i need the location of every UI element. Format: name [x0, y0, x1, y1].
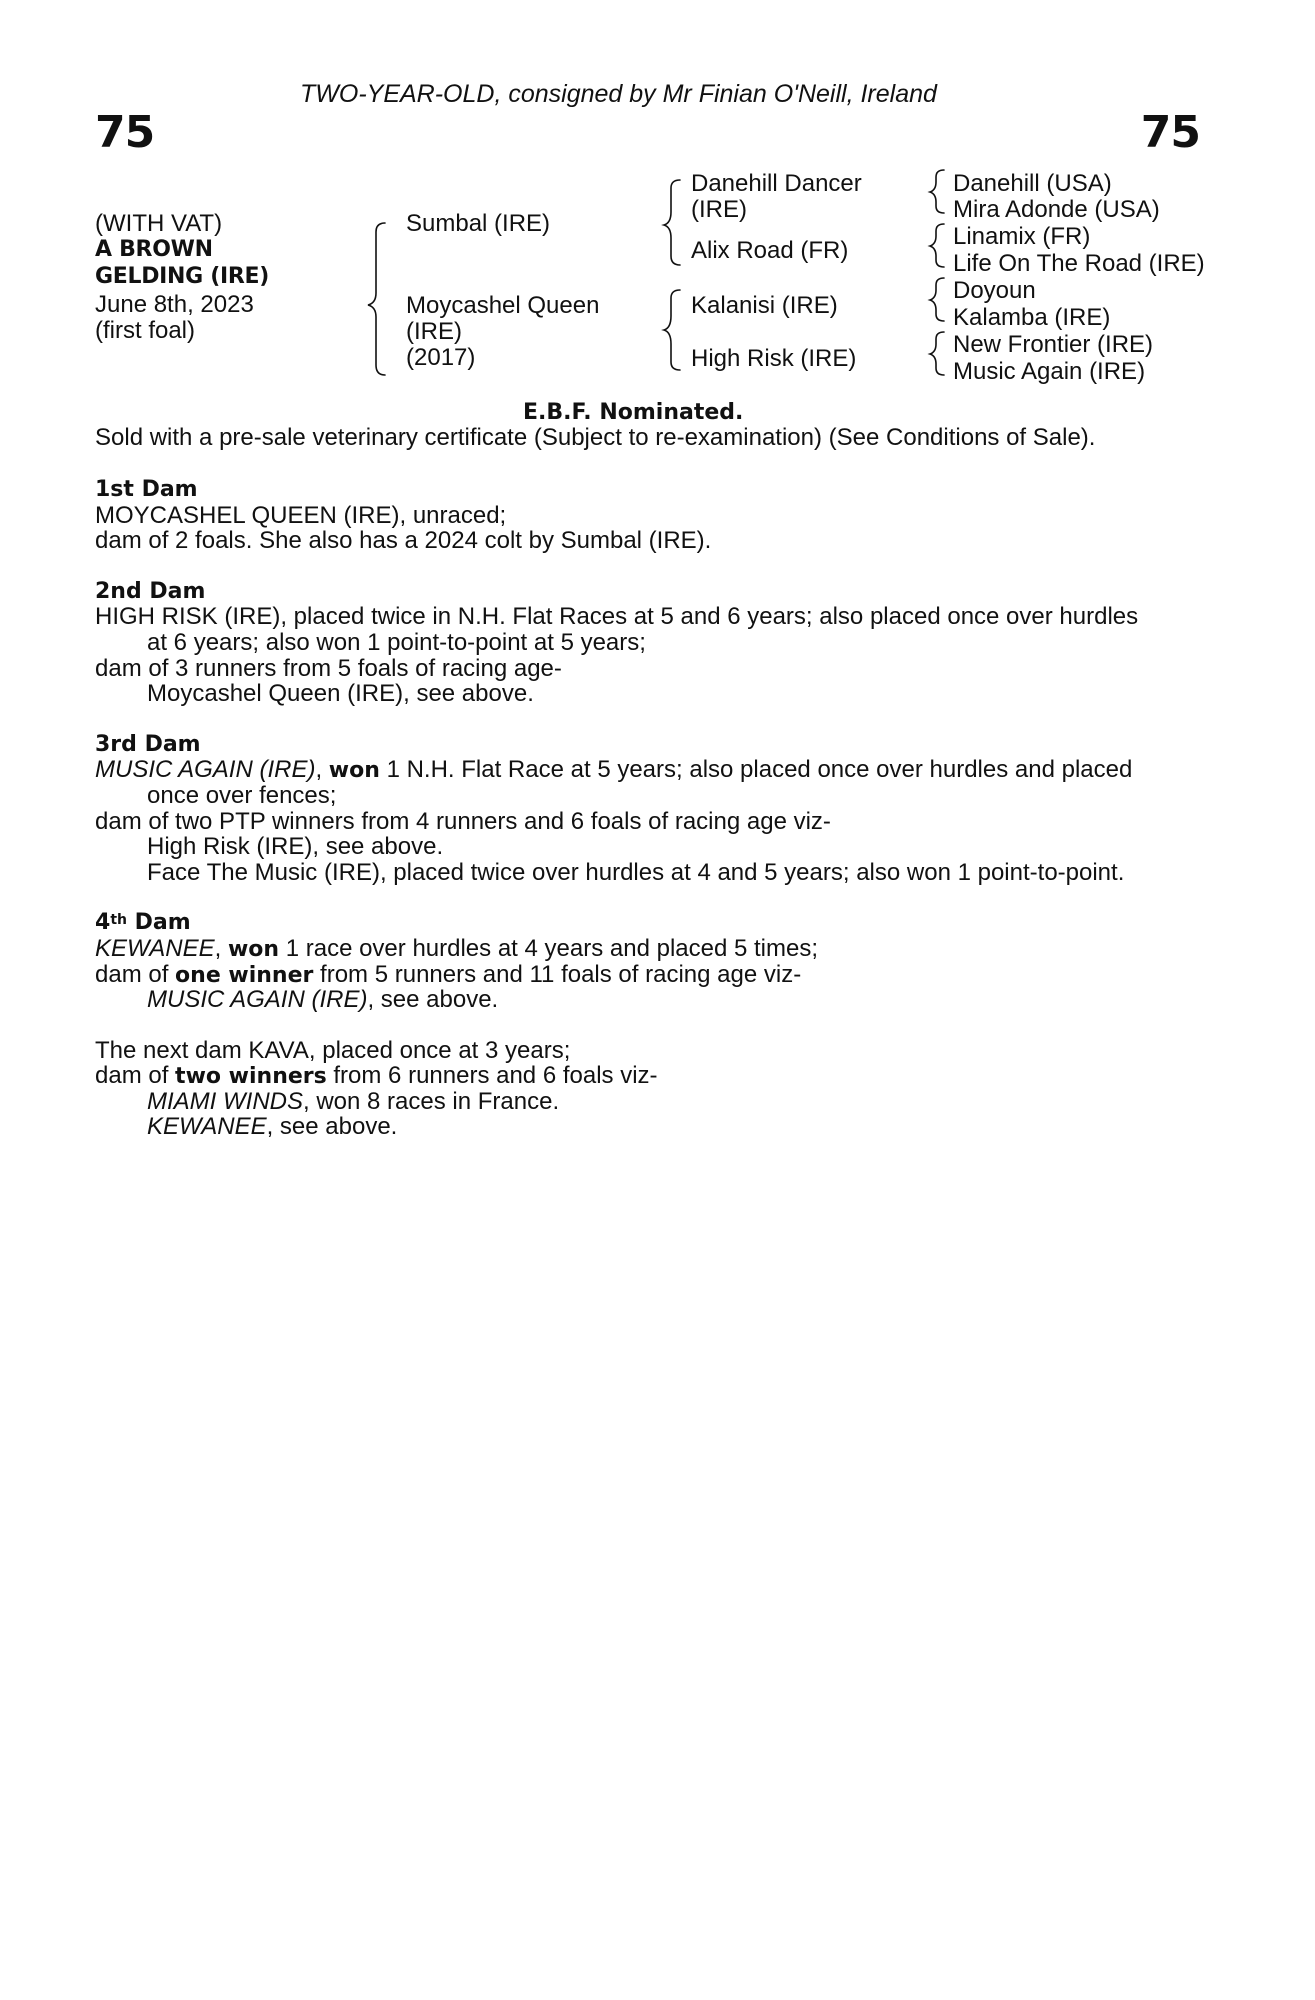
progeny-name: MIAMI WINDS — [147, 1087, 303, 1115]
lot-number-right: 75 — [1140, 107, 1200, 158]
brace-gen2-sire — [664, 180, 680, 265]
heading-word: Dam — [126, 910, 191, 936]
won-label: won — [328, 758, 380, 784]
gen3-ssd: Mira Adonde (USA) — [953, 196, 1160, 223]
record-line: Face The Music (IRE), placed twice over hurdles at 4 and 5 years; also won 1 point-to-point. — [147, 858, 1125, 886]
gen3-ddd: Music Again (IRE) — [953, 358, 1146, 385]
dam-name: KEWANEE — [95, 934, 215, 962]
record-text: , see above. — [266, 1113, 398, 1141]
record-text: dam of — [95, 960, 176, 988]
first-dam-section — [95, 477, 1235, 554]
foaling-date: June 8th, 2023 — [95, 291, 254, 318]
gen3-sdd: Life On The Road (IRE) — [953, 250, 1205, 277]
vet-certificate-note: Sold with a pre-sale veterinary certificate (Subject to re-examination) (See Conditions of Sale). — [95, 424, 1096, 451]
record-line — [95, 987, 1235, 1013]
section-heading — [95, 910, 1235, 936]
section-heading: 2nd Dam — [95, 578, 206, 604]
record-line: High Risk (IRE), see above. — [147, 833, 444, 861]
sires-dam: Alix Road (FR) — [691, 237, 849, 264]
sires-sire-line1: Danehill Dancer — [691, 170, 862, 197]
produce-record — [95, 477, 1235, 1165]
dam-name: MUSIC AGAIN (IRE) — [95, 756, 316, 784]
gen3-dss: Doyoun — [953, 277, 1036, 304]
brace-ds — [930, 278, 944, 321]
record-line: dam of two PTP winners from 4 runners and 6 foals of racing age viz- — [95, 807, 831, 835]
winners-count: two winners — [175, 1064, 327, 1090]
vat-note: (WITH VAT) — [95, 210, 223, 237]
gen3-sss: Danehill (USA) — [953, 170, 1112, 197]
third-dam-section — [95, 732, 1235, 886]
dams-sire: Kalanisi (IRE) — [691, 292, 838, 319]
lot-number-left: 75 — [95, 107, 155, 158]
record-line — [95, 1089, 1235, 1115]
sires-sire-line2: (IRE) — [691, 196, 747, 223]
gen3-dsd: Kalamba (IRE) — [953, 304, 1111, 331]
second-dam-section — [95, 579, 1235, 707]
record-text: , see above. — [367, 986, 499, 1014]
record-text: from 6 runners and 6 foals viz- — [326, 1062, 658, 1090]
record-text: 1 N.H. Flat Race at 5 years; also placed once over hurdles and placed — [379, 756, 1133, 784]
heading-ordinal: th — [110, 912, 127, 929]
won-label: won — [227, 936, 280, 962]
sire-name: Sumbal (IRE) — [406, 210, 551, 237]
record-text: 1 race over hurdles at 4 years and placed 5 times; — [279, 934, 819, 962]
horse-description-line1: A BROWN — [95, 237, 213, 262]
brace-gen2-dam — [664, 290, 680, 370]
catalogue-header: TWO-YEAR-OLD, consigned by Mr Finian O'Neill, Ireland — [300, 80, 937, 108]
record-line — [95, 962, 1235, 988]
dam-name-line2: (IRE) — [406, 318, 462, 345]
brace-dd — [930, 332, 944, 375]
record-line: dam of 3 runners from 5 foals of racing age- — [95, 654, 562, 682]
progeny-name: MUSIC AGAIN (IRE) — [147, 986, 368, 1014]
record-text: dam of — [95, 1062, 176, 1090]
record-line — [95, 1063, 1235, 1089]
brace-sd — [930, 224, 944, 267]
fourth-dam-section — [95, 910, 1235, 1012]
brace-gen1 — [368, 223, 385, 375]
record-text: from 5 runners and 11 foals of racing age viz- — [313, 960, 802, 988]
progeny-name: KEWANEE — [147, 1113, 267, 1141]
record-line: at 6 years; also won 1 point-to-point at 5 years; — [147, 628, 646, 656]
next-dam-section — [95, 1038, 1235, 1140]
dam-name-line1: Moycashel Queen — [406, 292, 600, 319]
dam-foaling-year: (2017) — [406, 344, 476, 371]
dams-dam: High Risk (IRE) — [691, 345, 857, 372]
separator: , — [315, 756, 329, 784]
ebf-nominated: E.B.F. Nominated. — [523, 400, 744, 425]
record-line — [95, 936, 1235, 962]
record-line: Moycashel Queen (IRE), see above. — [147, 680, 534, 708]
record-line: MOYCASHEL QUEEN (IRE), unraced; — [95, 501, 507, 529]
foal-note: (first foal) — [95, 317, 196, 344]
record-line — [95, 757, 1235, 783]
brace-ss — [930, 170, 944, 213]
gen3-dds: New Frontier (IRE) — [953, 331, 1154, 358]
separator: , — [214, 934, 228, 962]
section-heading: 3rd Dam — [95, 731, 201, 757]
record-line: The next dam KAVA, placed once at 3 years; — [95, 1036, 571, 1064]
horse-description-line2: GELDING (IRE) — [95, 264, 270, 289]
record-line — [95, 1114, 1235, 1140]
record-text: , won 8 races in France. — [303, 1087, 560, 1115]
section-heading: 1st Dam — [95, 477, 198, 502]
record-line: dam of 2 foals. She also has a 2024 colt by Sumbal (IRE). — [95, 527, 712, 555]
record-line: once over fences; — [147, 781, 337, 809]
record-line: HIGH RISK (IRE), placed twice in N.H. Flat Races at 5 and 6 years; also placed once over hurdles — [95, 603, 1139, 631]
heading-number: 4 — [95, 910, 111, 936]
gen3-sds: Linamix (FR) — [953, 223, 1091, 250]
winners-count: one winner — [175, 962, 314, 988]
